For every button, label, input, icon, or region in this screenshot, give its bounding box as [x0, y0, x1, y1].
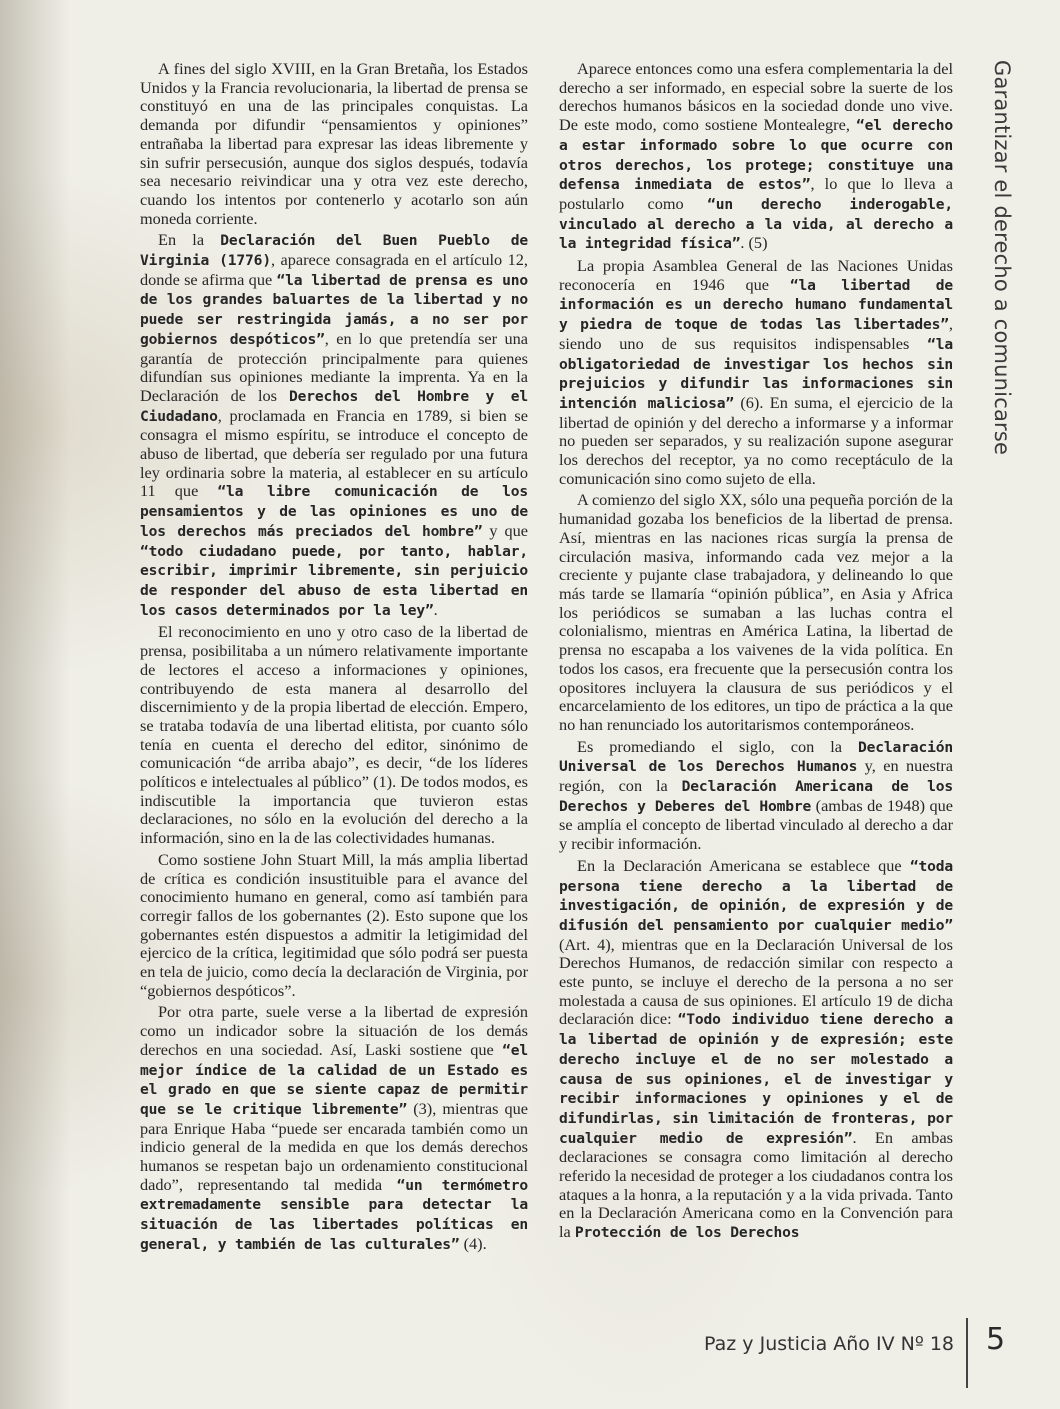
magazine-footer: Paz y Justicia Año IV Nº 18 — [704, 1333, 954, 1355]
text-run: Por otra parte, suele verse a la libertad de expresión como un indicador sobre la situación de los demás derechos en una sociedad. Así, Laski sostiene que — [140, 1002, 528, 1059]
text-run: El reconocimiento en uno y otro caso de la libertad de prensa, posibilitaba a un número relativamente importante de lectores el acceso a informaciones y opiniones, contribuyendo de esta manera al desarrollo del discernimiento y de la propia libertad de elección. Empero, se trataba todavía de una libertad elitista, por cuanto sólo tenía en cuenta el derecho del editor, sinónimo de comunicación “de arriba abajo”, es decir, “de los líderes políticos e intelectuales al público” (1). De todos modos, es indiscutible la importancia que tuvieron estas declaraciones, no sólo en la evolución del derecho a la información, sino en la de las colectividades humanas. — [140, 622, 528, 848]
bold-quote: “un derecho inderogable, vinculado al derecho a la vida, al derecho a la integridad física” — [559, 195, 953, 253]
bold-quote: Declaración Universal de los Derechos Humanos — [559, 738, 953, 776]
text-run: (ambas de 1948) que se amplía el concepto de libertad vinculado al derecho a dar y recibir información. — [559, 795, 954, 854]
text-run: A comienzo del siglo XX, sólo una pequeña porción de la humanidad gozaba los beneficios de la libertad de prensa. Así, mientras en las naciones ricas surgía la prensa de circulación masiva, informando cada vez mejor a la creciente y pujante clase trabajadora, y delineando lo que más tarde se llamaría “opinión pública”, en Asia y Africa los periódicos se sumaban a las luchas contra el colonialismo, mientras en América Latina, la libertad de prensa no escapaba a los vaivenes de la vida política. En todos los casos, era frecuente que la persecusión contra los opositores incluyera la clausura de sus periódicos y el encarcelamiento de los editores, un tipo de práctica a la que no han renunciado los autoritarismos contemporáneos. — [559, 490, 953, 734]
bold-quote: Declaración del Buen Pueblo de Virginia (1776) — [140, 232, 528, 270]
paragraph — [140, 60, 528, 228]
paragraph — [559, 491, 953, 734]
paragraph — [140, 623, 528, 847]
paragraph — [140, 231, 528, 620]
text-run: En la Declaración Americana se establece que — [577, 855, 910, 875]
bold-quote: “la libertad de prensa es uno de los grandes baluartes de la libertad y no puede ser restringida jamás, a no ser por gobiernos despóticos” — [140, 271, 529, 348]
bold-quote: Derechos del Hombre y el Ciudadano — [140, 387, 528, 425]
bold-quote: “toda persona tiene derecho a la libertad de investigación, de opinión, de expresión y de difusión del pensamiento por cualquier medio” — [559, 857, 953, 934]
text-run: Es promediando el siglo, con la — [577, 736, 858, 756]
text-run: Como sostiene John Stuart Mill, la más amplia libertad de crítica es condición insustituible para el avance del conocimiento humano en general, como así también para corregir fallos de los gobernantes (2). Esto supone que los gobernantes estén dispuestos a admitir la letigimidad del ejercico de la crítica, legitimidad que sólo podrá ser puesta en tela de juicio, como decía la declaración de Virginia, por “gobiernos despóticos”. — [140, 849, 528, 1000]
text-run: A fines del siglo XVIII, en la Gran Bretaña, los Estados Unidos y la Francia revolucionaria, la libertad de prensa se constituyó en una de las principales conquistas. La demanda por difundir “pensamientos y opiniones” entrañaba la libertad para expresar las ideas libremente y sin sufrir persecusión, aunque dos siglos después, todavía sea necesario reivindicar una y otra vez este derecho, cuando los intentos por contenerlo y acotarlo son aún moneda corriente. — [140, 59, 528, 228]
text-run: (6). En suma, el ejercicio de la libertad de opinión y del derecho a informarse y a informar no pueden ser separados, y su realización supone asegurar los derechos del receptor, ya no como receptáculo de la comunicación sino como sujeto de ella. — [559, 392, 953, 488]
text-run: (Art. 4), mientras que en la Declaración Universal de los Derechos Humanos, de redacción similar con respecto a este punto, se incluye el derecho de la persona a no ser molestada a causa de sus opiniones. El artículo 19 de dicha declaración dice: — [559, 934, 953, 1029]
text-run: (3), mientras que para Enrique Haba “puede ser encarada también como un indicio general de la medida en que los demás derechos humanos se respetan bajo un ordenamiento constitucional dado”, representando tal medida — [140, 1098, 528, 1194]
paragraph — [559, 257, 953, 488]
right-text-column — [559, 60, 953, 1243]
text-run: Aparece entonces como una esfera complementaria la del derecho a ser informado, en especial sobre la suerte de los derechos humanos básicos en la sociedad donde uno vive. De este modo, como sostiene Montealegre, — [559, 59, 953, 135]
text-run: . — [433, 599, 438, 619]
side-section-title — [976, 60, 1024, 1300]
paragraph — [559, 60, 953, 254]
text-run: (4). — [459, 1233, 487, 1253]
paragraph — [559, 738, 953, 854]
bold-quote: “el derecho a estar informado sobre lo que ocurre con otros derechos, los protege; constituye una defensa inmediata de estos” — [559, 117, 954, 194]
bold-quote: “todo ciudadano puede, por tanto, hablar, escribir, imprimir libremente, sin perjuicio de responder del abuso de esta libertad en los casos determinados por la ley” — [140, 542, 528, 619]
text-run: y que — [482, 520, 528, 540]
bold-quote: “la libertad de información es un derecho humano fundamental y piedra de toque de todas las libertades” — [559, 276, 954, 334]
bold-quote: “Todo individuo tiene derecho a la libertad de opinión y de expresión; este derecho incluye el de no ser molestado a causa de sus opiniones, el de investigar y recibir informaciones y opiniones y el de difundirlas, sin limitación de fronteras, por cualquier medio de expresión” — [559, 1011, 953, 1147]
bold-quote: “el mejor índice de la calidad de un Estado es el grado en que se siente capaz de permitir que se le critique libremente” — [140, 1041, 528, 1118]
bold-quote: “la libre comunicación de los pensamientos y de las opiniones es uno de los derechos más preciados del hombre” — [140, 483, 529, 540]
left-text-column — [140, 60, 528, 1255]
text-run: . (5) — [740, 233, 768, 253]
text-run: , siendo uno de sus requisitos indispensables — [559, 314, 953, 353]
bold-quote: Protección de los Derechos — [574, 1224, 800, 1242]
paragraph — [140, 851, 528, 1001]
bold-quote: “la obligatoriedad de investigar los hechos sin prejuicios y difundir las informaciones sin intención maliciosa” — [559, 335, 953, 412]
text-run: , en lo que pretendía ser una garantía de protección principalmente para quienes difundían sus opiniones mediante la imprenta. Ya en la Declaración de los — [140, 328, 528, 405]
side-title-text: Garantizar el derecho a comunicarse — [990, 60, 1014, 456]
text-run: y, en nuestra región, con la — [559, 756, 953, 796]
paragraph — [559, 857, 953, 1243]
text-run: , lo que lo lleva a postularlo como — [559, 174, 953, 213]
text-run: . En ambas declaraciones se consagra como limitación al derecho referido la necesidad de proteger a los ciudadanos contra los ataques a la honra, a la reputación y a la vida privada. Tanto en la Declaración Americana como en la Convención para la — [559, 1127, 954, 1242]
text-run: , proclamada en Francia en 1789, si bien se consagra el mismo espíritu, se introduce el concepto de abuso de libertad, que debería ser regulado por una futura ley ordinaria sobre la materia, al establecer en su artículo 11 que — [140, 405, 528, 501]
page-edge-shadow — [0, 0, 70, 1409]
text-run: , aparece consagrada en el artículo 12, donde se afirma que — [140, 250, 528, 289]
footer-divider — [966, 1318, 968, 1388]
text-run: La propia Asamblea General de las Naciones Unidas reconocería en 1946 que — [559, 256, 953, 294]
text-run: En la — [158, 230, 221, 250]
page-number: 5 — [986, 1322, 1006, 1357]
paragraph — [140, 1003, 528, 1254]
bold-quote: “un termómetro extremadamente sensible para detectar la situación de las libertades políticas en general, y también de las culturales” — [140, 1176, 528, 1253]
bold-quote: Declaración Americana de los Derechos y Deberes del Hombre — [559, 778, 953, 815]
